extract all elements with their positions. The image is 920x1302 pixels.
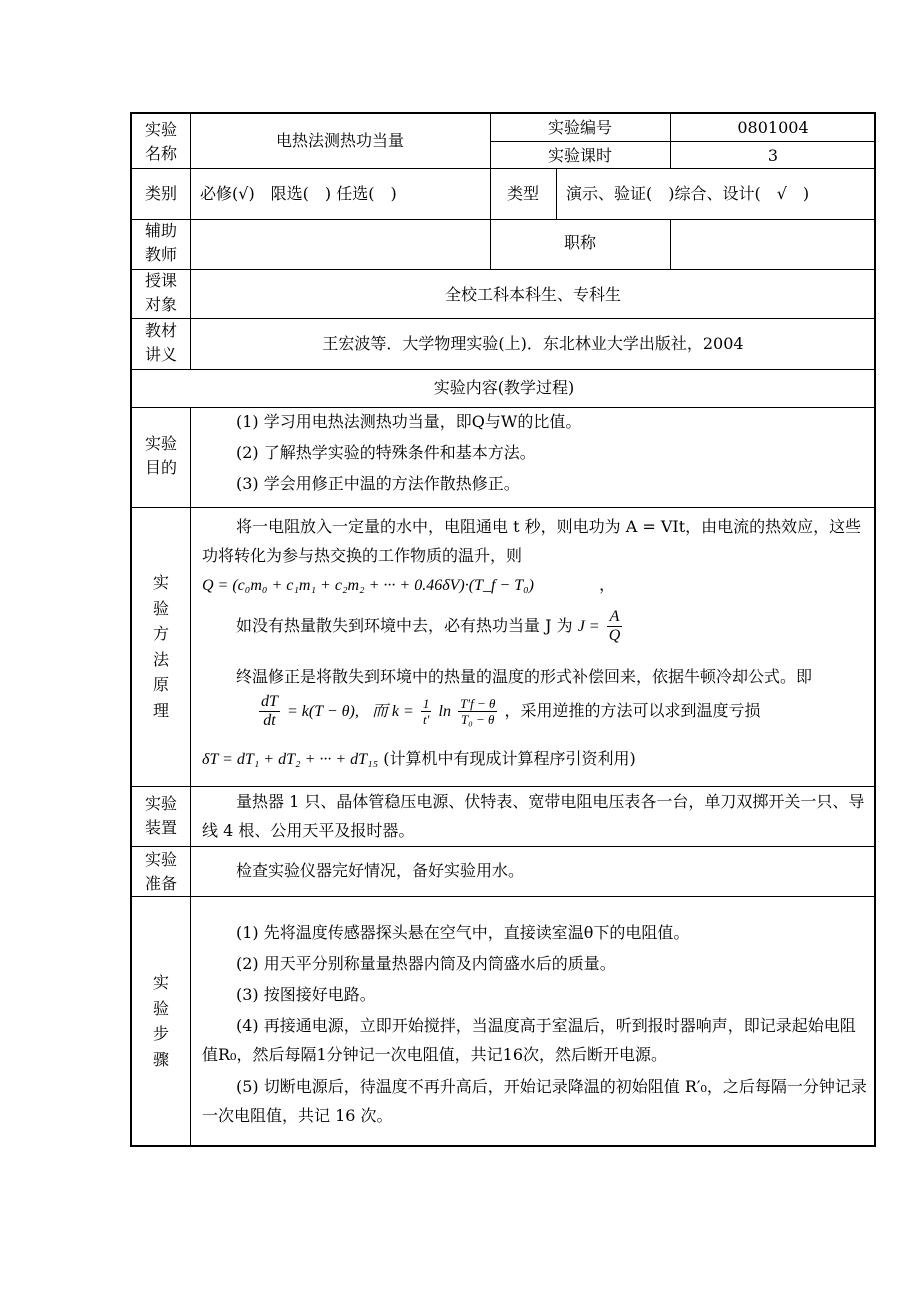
formula-q [202, 574, 615, 597]
assistant-label-line1: 辅助 [144, 221, 177, 240]
principle-paragraph-1: 将一电阻放入一定量的水中，电阻通电 t 秒，则电功为 A = VIt，由电流的热效应，这些功将转化为参与热交换的工作物质的温升，则 [202, 517, 862, 565]
preparation-text: 检查实验仪器完好情况，备好实验用水。 [236, 861, 525, 880]
step-item: (1) 先将温度传感器探头悬在空气中，直接读室温θ下的电阻值。 [236, 923, 690, 942]
purpose-label [132, 432, 190, 480]
textbook-label-line1: 教材 [144, 321, 177, 340]
formula-j-numerator: A [607, 608, 623, 627]
hours-value: 3 [767, 146, 779, 165]
row-divider [132, 318, 874, 319]
principle-label-char: 法 [152, 649, 169, 669]
formula-newton-rhs: = k(T − θ), [287, 703, 359, 720]
principle-label-char: 方 [152, 624, 169, 643]
principle-paragraph-4: (计算机中有现成计算程序引资利用) [383, 749, 636, 768]
formula-newton-line [257, 691, 761, 732]
apparatus-text: 量热器 1 只、晶体管稳压电源、伏特表、宽带电阻电压表各一台，单刀双掷开关一只、导线 4 根、公用天平及报时器。 [202, 792, 865, 840]
textbook-value: 王宏波等．大学物理实验(上)．东北林业大学出版社，2004 [322, 334, 744, 353]
col-divider [670, 219, 671, 269]
formula-newton-numerator: dT [261, 693, 278, 710]
row-divider [132, 896, 874, 897]
row-divider [132, 269, 874, 270]
principle-paragraph-2-text: 如没有热量散失到环境中去，必有热功当量 J 为 [236, 616, 573, 635]
step-item: (3) 按图接好电路。 [236, 985, 376, 1004]
content-heading: 实验内容(教学过程) [433, 378, 575, 397]
formula-k-ln: ln [438, 703, 451, 720]
textbook-label-line2: 讲义 [144, 345, 177, 364]
step-item: (5) 切断电源后，待温度不再升高后，开始记录降温的初始阻值 R′₀，之后每隔一分钟记录一次电阻值，共记 16 次。 [202, 1077, 867, 1125]
row-divider [132, 407, 874, 408]
hours-label: 实验课时 [547, 146, 612, 165]
textbook-label [132, 319, 190, 367]
purpose-label-line1: 实验 [144, 434, 177, 453]
preparation-label-line1: 实验 [144, 850, 177, 869]
step-item: (4) 再接通电源，立即开始搅拌，当温度高于室温后，听到报时器响声，即记录起始电阻值R₀，然后每隔1分钟记一次电阻值，共记16次，然后断开电源。 [202, 1016, 856, 1064]
steps-label [132, 970, 190, 1072]
formula-k-fraction-2 [458, 696, 497, 727]
formula-newton-denominator: dt [263, 712, 276, 729]
formula-k-denominator-1: t′ [422, 712, 430, 727]
col-divider [190, 114, 191, 369]
formula-newton-fraction [259, 693, 280, 730]
formula-k-lhs: 而 k = [371, 703, 414, 720]
steps-label-char: 验 [152, 998, 169, 1018]
preparation-label [132, 848, 190, 896]
principle-label-char: 原 [152, 675, 169, 694]
formula-q-expression: Q = (c₀m₀ + c₁m₁ + c₂m₂ + ··· + 0.46δV)·(T_f − T₀) [202, 577, 535, 594]
type-value: 演示、验证( )综合、设计( √ ) [566, 184, 810, 203]
purpose-item: (2) 了解热学实验的特殊条件和基本方法。 [236, 443, 536, 462]
steps-label-char: 骤 [152, 1049, 169, 1069]
row-divider [132, 369, 874, 370]
formula-delta-t: δT = dT₁ + dT₂ + ··· + dT₁₅ [202, 751, 379, 768]
principle-label-char: 理 [152, 700, 169, 720]
row-divider [132, 219, 874, 220]
row-divider [132, 507, 874, 508]
code-value: 0801004 [737, 118, 809, 137]
formula-k-numerator-1: 1 [422, 696, 430, 711]
audience-label-line2: 对象 [144, 295, 177, 314]
assistant-label-line2: 教师 [144, 245, 177, 264]
principle-label-char: 实 [152, 573, 169, 592]
job-title-label: 职称 [563, 233, 596, 252]
audience-label [132, 269, 190, 317]
purpose-label-line2: 目的 [144, 458, 177, 477]
formula-delta-t-line [202, 748, 636, 771]
formula-j-denominator: Q [608, 627, 621, 644]
formula-q-tail: ， [599, 575, 616, 594]
apparatus-label-line1: 实验 [144, 794, 177, 813]
apparatus-label [132, 792, 190, 840]
row-divider [490, 141, 874, 142]
name-label-line2: 名称 [144, 144, 177, 163]
preparation-label-line2: 准备 [144, 874, 177, 893]
code-label: 实验编号 [547, 118, 612, 137]
category-label: 类别 [144, 184, 177, 203]
purpose-item: (1) 学习用电热法测热功当量，即Q与W的比值。 [236, 412, 582, 431]
category-value: 必修(√) 限选( ) 任选( ) [200, 184, 397, 203]
principle-label-char: 验 [152, 598, 169, 618]
name-label [132, 118, 190, 166]
steps-label-char: 步 [152, 1024, 169, 1043]
lesson-plan-table [130, 112, 876, 1147]
formula-k-fraction-1 [421, 696, 432, 727]
type-label: 类型 [506, 184, 539, 203]
principle-paragraph-3: 终温修正是将散失到环境中的热量的温度的形式补偿回来，依据牛顿冷却公式。即 [236, 667, 813, 686]
steps-label-char: 实 [152, 973, 169, 992]
apparatus-label-line2: 装置 [144, 818, 177, 837]
purpose-item: (3) 学会用修正中温的方法作散热修正。 [236, 474, 520, 493]
col-divider [556, 168, 557, 219]
col-divider [190, 407, 191, 1145]
formula-j-fraction [607, 608, 623, 645]
formula-k-denominator-2: T₀ − θ [461, 712, 495, 727]
step-item: (2) 用天平分别称量量热器内筒及内筒盛水后的质量。 [236, 954, 616, 973]
audience-value: 全校工科本科生、专科生 [444, 285, 621, 304]
principle-label [132, 570, 190, 723]
row-divider [132, 168, 874, 169]
audience-label-line1: 授课 [144, 271, 177, 290]
principle-paragraph-2 [236, 606, 624, 647]
experiment-name: 电热法测热功当量 [275, 131, 404, 150]
name-label-line1: 实验 [144, 120, 177, 139]
assistant-label [132, 219, 190, 267]
row-divider [132, 846, 874, 847]
formula-j-lhs: J = [577, 618, 600, 635]
principle-paragraph-3-tail: ，采用逆推的方法可以求到温度亏损 [504, 701, 761, 720]
formula-k-numerator-2: T′f − θ [460, 696, 496, 711]
